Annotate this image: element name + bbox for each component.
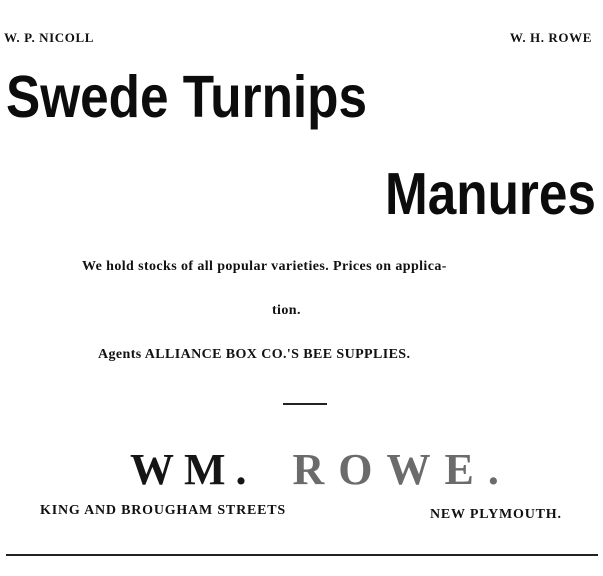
headline-swede-turnips: Swede Turnips — [6, 64, 368, 131]
header-left-name: W. P. NICOLL — [4, 30, 95, 45]
header-right-name: W. H. ROWE — [509, 30, 592, 45]
bottom-rule — [6, 554, 598, 556]
signature-first: WM. — [130, 445, 257, 494]
divider — [283, 403, 327, 405]
headline-manures: Manures — [385, 161, 596, 228]
footer-address: KING AND BROUGHAM STREETS — [40, 503, 286, 518]
signature-second: ROWE. — [292, 445, 513, 494]
body-line-1: We hold stocks of all popular varieties. Prices on applica- — [82, 259, 447, 274]
body-line-3: Agents ALLIANCE BOX CO.'S BEE SUPPLIES. — [98, 347, 411, 362]
body-line-2: tion. — [272, 303, 301, 318]
footer-town: NEW PLYMOUTH. — [430, 507, 562, 522]
signature — [130, 444, 513, 495]
